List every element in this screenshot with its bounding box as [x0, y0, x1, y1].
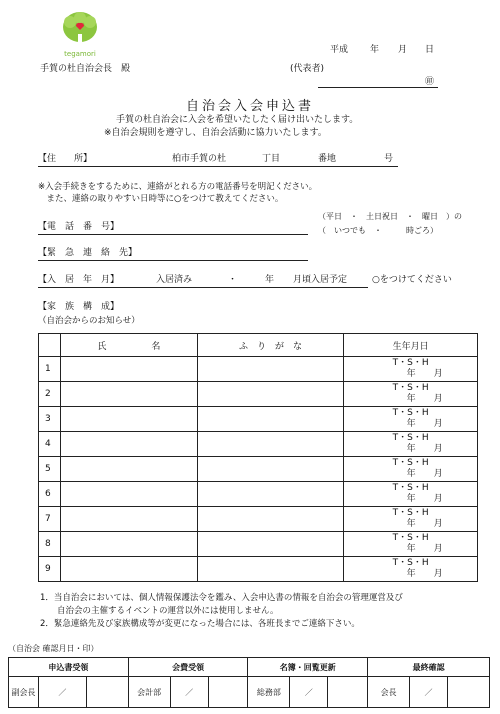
birth-ym: 年 月	[406, 544, 443, 554]
role-accounting: 会計部	[128, 677, 170, 708]
slash-3: ／	[290, 677, 328, 708]
kana-cell[interactable]	[197, 507, 344, 532]
phone-label: 【電 話 番 号】	[38, 222, 120, 232]
birth-cell[interactable]	[344, 482, 478, 507]
slash-1: ／	[38, 677, 86, 708]
name-cell[interactable]	[60, 557, 197, 582]
confirm-caption: （自治会 確認月日・印）	[8, 644, 99, 653]
birth-cell[interactable]	[344, 382, 478, 407]
name-cell[interactable]	[60, 407, 197, 432]
birth-ym: 年 月	[406, 569, 443, 579]
representative-line	[318, 87, 438, 88]
row-number: 9	[39, 557, 61, 582]
movein-label: 【入 居 年 月】	[38, 275, 120, 285]
birth-era: T・S・H	[392, 458, 429, 468]
address-chome: 丁目	[262, 154, 281, 164]
header-kana: ふ り が な	[197, 334, 344, 357]
row-number: 5	[39, 457, 61, 482]
birth-era: T・S・H	[392, 508, 429, 518]
kana-cell[interactable]	[197, 457, 344, 482]
table-row	[39, 382, 478, 407]
note-1: 1．当自治会においては、個人情報保護法令を鑑み、入会申込書の情報を自治会の管理運営及び	[40, 593, 403, 603]
tree-logo-icon	[58, 10, 102, 50]
phone-time-line-1: （平日 ・ 土日祝日 ・ 曜日 ）の	[318, 212, 462, 221]
table-row	[39, 457, 478, 482]
row-number: 1	[39, 357, 61, 382]
address-banchi: 番地	[318, 154, 337, 164]
seal-mark: ㊞	[425, 77, 435, 87]
confirm-header-row	[9, 658, 490, 677]
movein-year: 年	[265, 275, 275, 285]
role-vice-president: 副会長	[9, 677, 39, 708]
name-cell[interactable]	[60, 532, 197, 557]
birth-ym: 年 月	[406, 444, 443, 454]
movein-option-1: 入居済み	[156, 275, 193, 285]
confirm-body-row	[9, 677, 490, 708]
birth-ym: 年 月	[406, 494, 443, 504]
row-number: 6	[39, 482, 61, 507]
kana-cell[interactable]	[197, 482, 344, 507]
table-row	[39, 507, 478, 532]
kana-cell[interactable]	[197, 357, 344, 382]
slash-2: ／	[170, 677, 208, 708]
phone-time-line-2: （ いつでも ・ 時ごろ）	[318, 226, 438, 235]
page-title: 自治会入会申込書	[185, 99, 314, 114]
confirm-header-1: 申込書受領	[9, 658, 129, 677]
birth-cell[interactable]	[344, 507, 478, 532]
row-number: 4	[39, 432, 61, 457]
addressee: 手賀の杜自治会長 殿	[40, 64, 131, 74]
name-cell[interactable]	[60, 482, 197, 507]
header-name: 氏 名	[60, 334, 197, 357]
confirm-table	[8, 657, 490, 708]
birth-era: T・S・H	[392, 408, 429, 418]
notice-line-1: ※入会手続きをするために、連絡がとれる方の電話番号を明記ください。	[38, 182, 318, 192]
confirm-header-4: 最終確認	[368, 658, 490, 677]
family-sublabel: （自治会からのお知らせ）	[38, 316, 140, 326]
kana-cell[interactable]	[197, 407, 344, 432]
note-2: 2．緊急連絡先及び家族構成等が変更になった場合には、各班長までご連絡下さい。	[40, 619, 360, 629]
note-1-cont: 自治会の主催するイベントの運営以外には使用しません。	[40, 606, 279, 616]
emergency-line	[38, 260, 308, 261]
table-row	[39, 357, 478, 382]
kana-cell[interactable]	[197, 557, 344, 582]
name-cell[interactable]	[60, 432, 197, 457]
birth-cell[interactable]	[344, 432, 478, 457]
row-number: 7	[39, 507, 61, 532]
table-row	[39, 532, 478, 557]
row-number: 8	[39, 532, 61, 557]
movein-option-2: 月頃入居予定	[293, 275, 348, 285]
date-year: 年	[370, 45, 380, 55]
slash-4: ／	[410, 677, 448, 708]
birth-ym: 年 月	[406, 519, 443, 529]
table-row	[39, 407, 478, 432]
address-line	[38, 166, 398, 167]
representative-label: (代表者)	[290, 64, 325, 74]
table-row	[39, 557, 478, 582]
header-birth: 生年月日	[344, 334, 478, 357]
row-number: 3	[39, 407, 61, 432]
role-president: 会長	[368, 677, 410, 708]
birth-era: T・S・H	[392, 433, 429, 443]
logo	[58, 10, 102, 60]
family-table-header	[39, 334, 478, 357]
date-month: 月	[398, 45, 408, 55]
movein-dot: ・	[228, 275, 238, 285]
kana-cell[interactable]	[197, 432, 344, 457]
birth-cell[interactable]	[344, 407, 478, 432]
birth-era: T・S・H	[392, 383, 429, 393]
family-table	[38, 333, 478, 582]
birth-ym: 年 月	[406, 394, 443, 404]
intro-line-2: ※自治会規則を遵守し、自治会活動に協力いたします。	[104, 128, 327, 138]
row-number: 2	[39, 382, 61, 407]
movein-hint: ○をつけてください	[372, 275, 452, 285]
table-row	[39, 482, 478, 507]
address-city: 柏市手賀の杜	[172, 154, 227, 164]
logo-text: tegamori	[64, 50, 96, 58]
birth-ym: 年 月	[406, 419, 443, 429]
family-label: 【家 族 構 成】	[38, 302, 120, 312]
phone-line	[38, 234, 308, 235]
birth-ym: 年 月	[406, 469, 443, 479]
address-label: 【住 所】	[38, 154, 93, 164]
birth-era: T・S・H	[392, 358, 429, 368]
birth-cell[interactable]	[344, 457, 478, 482]
notice-line-2: また、連絡の取りやすい日時等に○をつけて教えてください。	[38, 194, 284, 204]
birth-cell[interactable]	[344, 532, 478, 557]
birth-cell[interactable]	[344, 557, 478, 582]
name-cell[interactable]	[60, 382, 197, 407]
name-cell[interactable]	[60, 457, 197, 482]
confirm-header-2: 会費受領	[128, 658, 248, 677]
table-row	[39, 432, 478, 457]
address-go: 号	[384, 154, 394, 164]
birth-era: T・S・H	[392, 533, 429, 543]
birth-ym: 年 月	[406, 369, 443, 379]
emergency-label: 【緊 急 連 絡 先】	[38, 248, 138, 258]
birth-era: T・S・H	[392, 483, 429, 493]
kana-cell[interactable]	[197, 382, 344, 407]
name-cell[interactable]	[60, 357, 197, 382]
movein-line	[38, 287, 368, 288]
name-cell[interactable]	[60, 507, 197, 532]
role-general-affairs: 総務部	[248, 677, 290, 708]
kana-cell[interactable]	[197, 532, 344, 557]
confirm-header-3: 名簿・回覧更新	[248, 658, 368, 677]
birth-cell[interactable]	[344, 357, 478, 382]
intro-line-1: 手賀の杜自治会に入会を希望いたしたく届け出いたします。	[116, 115, 359, 125]
date-era: 平成	[330, 45, 349, 55]
date-day: 日	[425, 45, 435, 55]
birth-era: T・S・H	[392, 558, 429, 568]
